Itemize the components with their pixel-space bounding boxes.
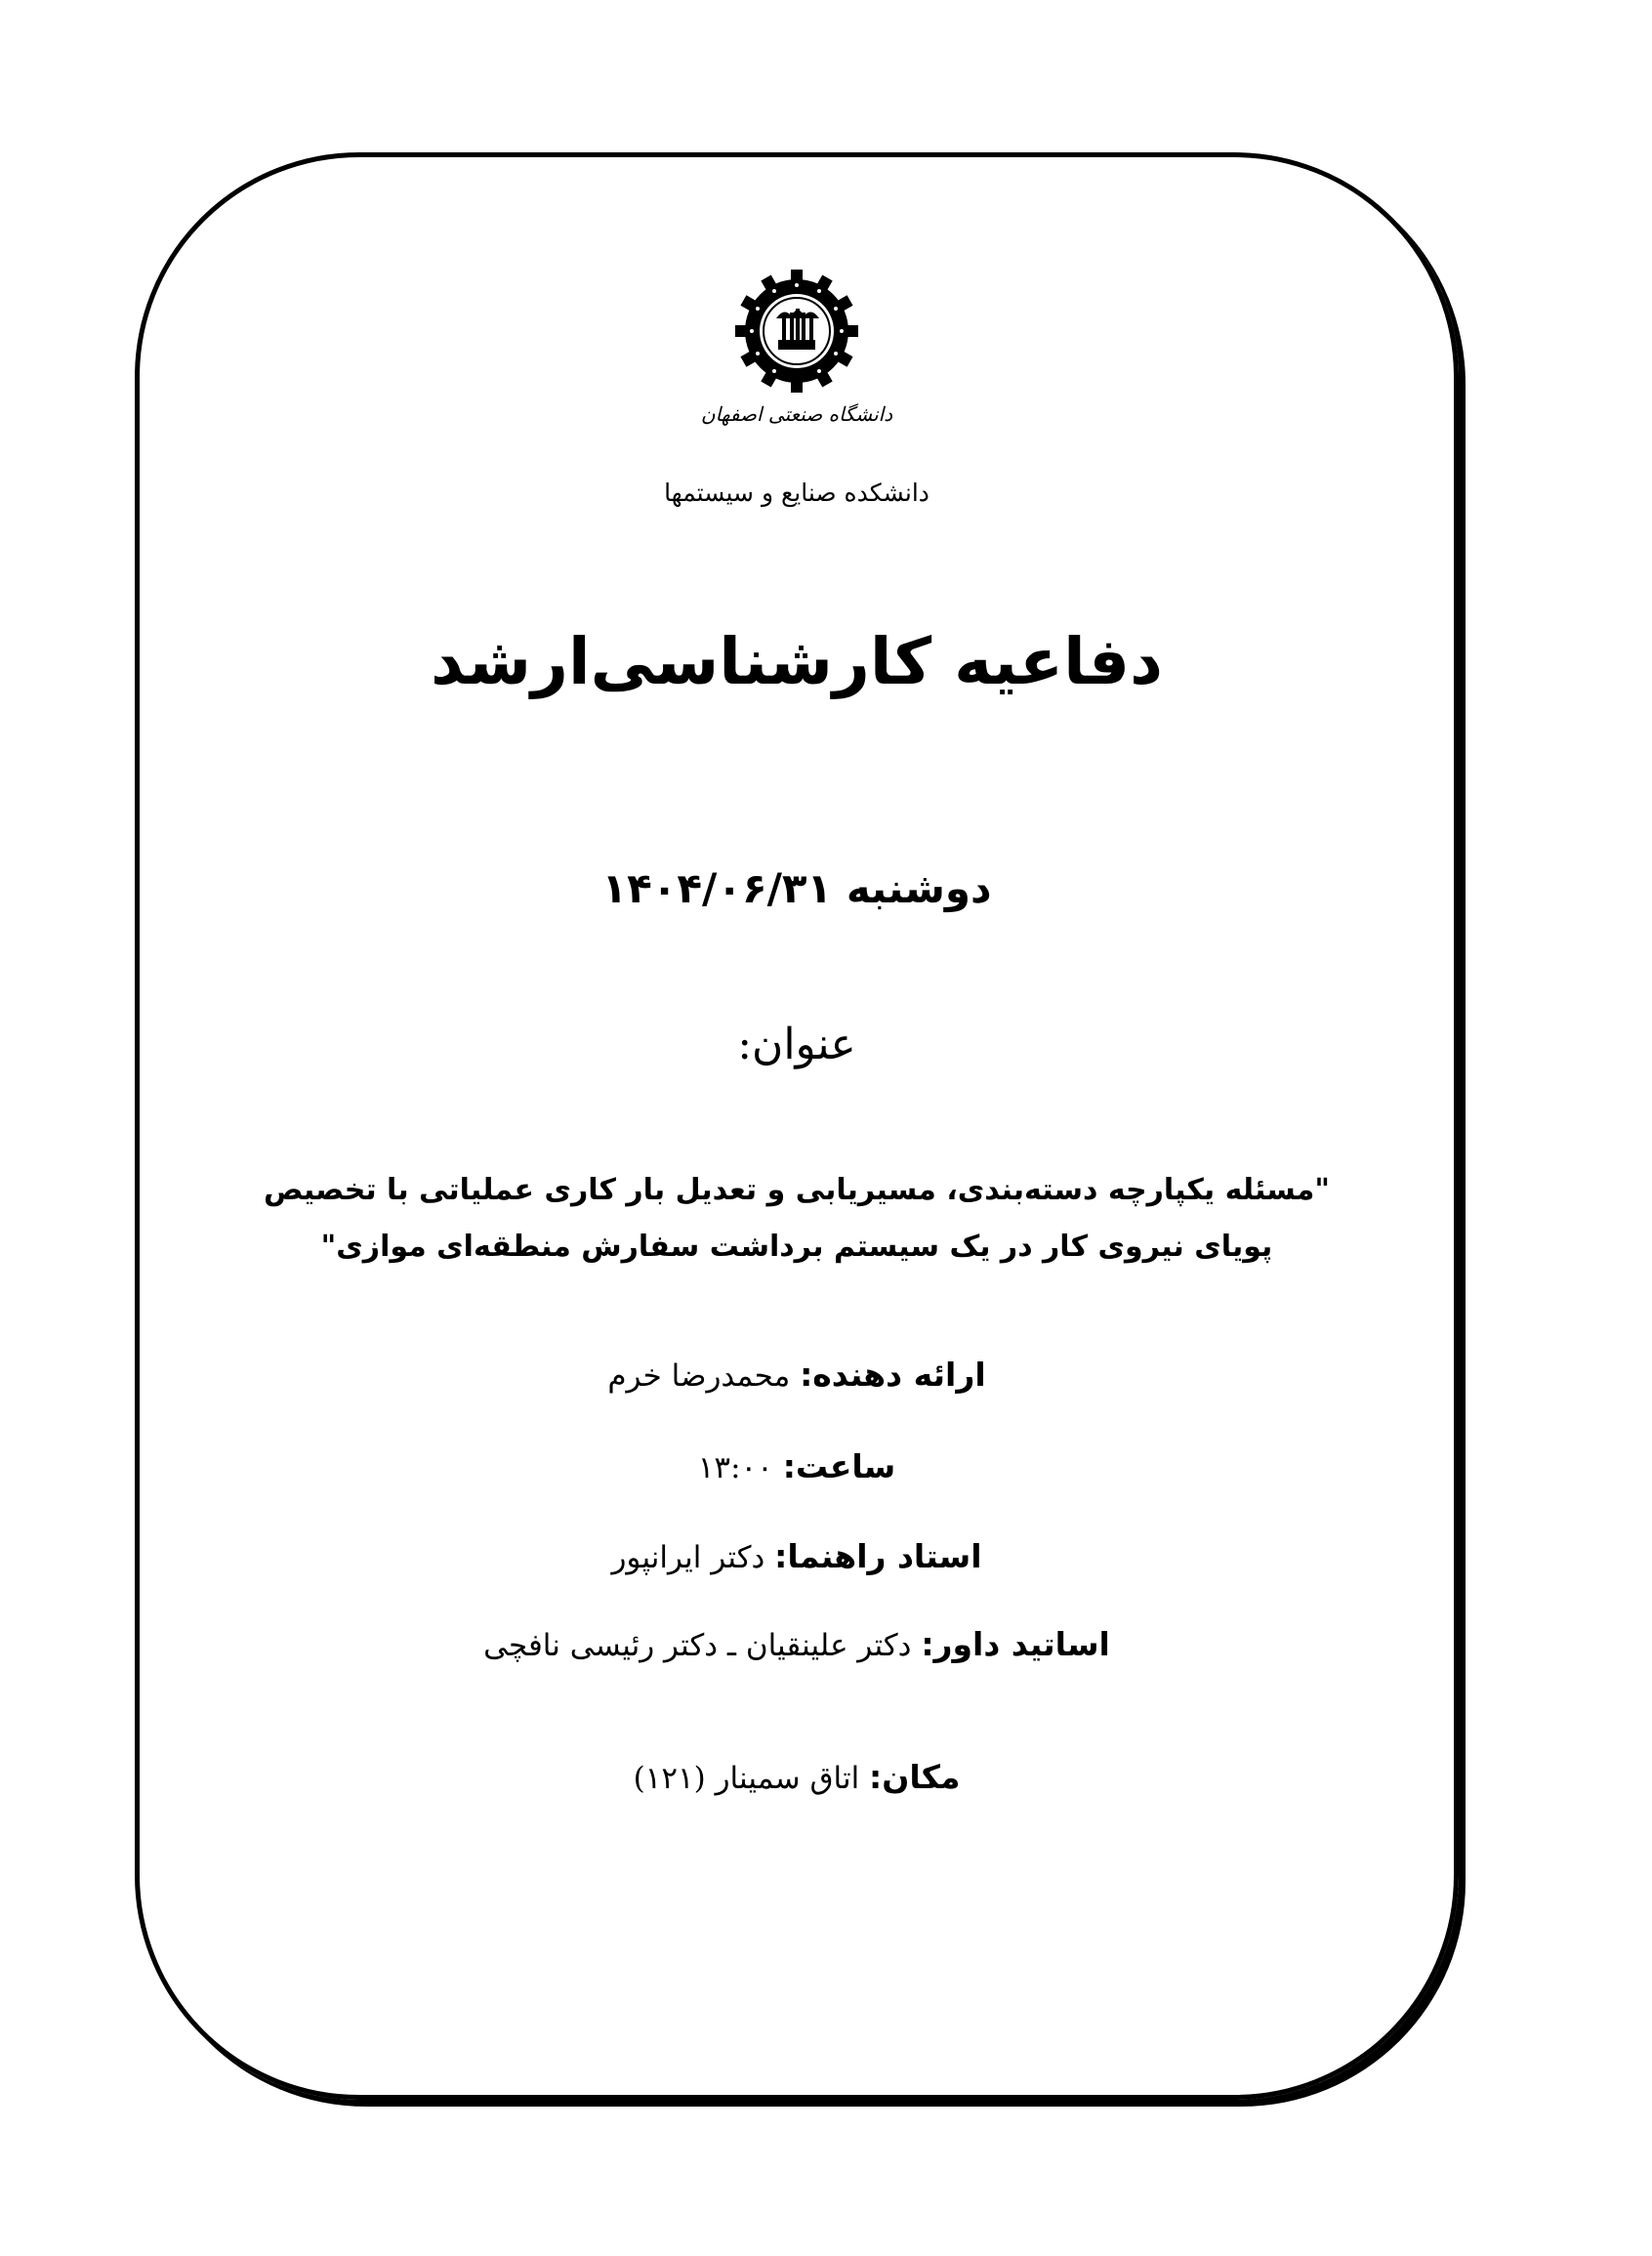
supervisor-line bbox=[135, 1537, 1459, 1575]
university-logo bbox=[135, 268, 1459, 426]
time-line bbox=[135, 1447, 1459, 1485]
subject-label: عنوان: bbox=[737, 1020, 856, 1069]
supervisor-value: دکتر ایرانپور bbox=[611, 1540, 765, 1575]
location-line bbox=[135, 1758, 1459, 1796]
thesis-title bbox=[203, 1162, 1390, 1275]
time-value: ۱۳:۰۰ bbox=[697, 1450, 773, 1485]
location-label: مکان: bbox=[869, 1758, 961, 1796]
thesis-title-line-2: پویای نیروی کار در یک سیستم برداشت سفارش منطقه‌ای موازی" bbox=[320, 1230, 1273, 1264]
defense-date: دوشنبه ۱۴۰۴/۰۶/۳۱ bbox=[601, 864, 992, 912]
examiners-value: دکتر علینقیان ـ دکتر رئیسی نافچی bbox=[483, 1628, 912, 1663]
presenter-line bbox=[135, 1356, 1459, 1394]
location-value: اتاق سمینار (۱۲۱) bbox=[633, 1761, 860, 1796]
time-label: ساعت: bbox=[782, 1447, 896, 1485]
presenter-value: محمدرضا خرم bbox=[607, 1358, 791, 1394]
page-title: دفاعیه کارشناسی‌ارشد bbox=[430, 624, 1163, 699]
announcement-content bbox=[135, 152, 1459, 2100]
presenter-label: ارائه دهنده: bbox=[800, 1356, 986, 1394]
examiners-line bbox=[135, 1625, 1459, 1663]
supervisor-label: استاد راهنما: bbox=[774, 1537, 982, 1575]
university-name: دانشگاه صنعتی اصفهان bbox=[700, 402, 893, 426]
thesis-title-line-1: "مسئله یکپارچه دسته‌بندی، مسیریابی و تعدیل بار کاری عملیاتی با تخصیص bbox=[263, 1173, 1330, 1207]
faculty-name: دانشکده صنایع و سیستمها bbox=[664, 479, 929, 507]
university-seal-icon bbox=[733, 268, 860, 395]
examiners-label: اساتید داور: bbox=[921, 1625, 1110, 1663]
